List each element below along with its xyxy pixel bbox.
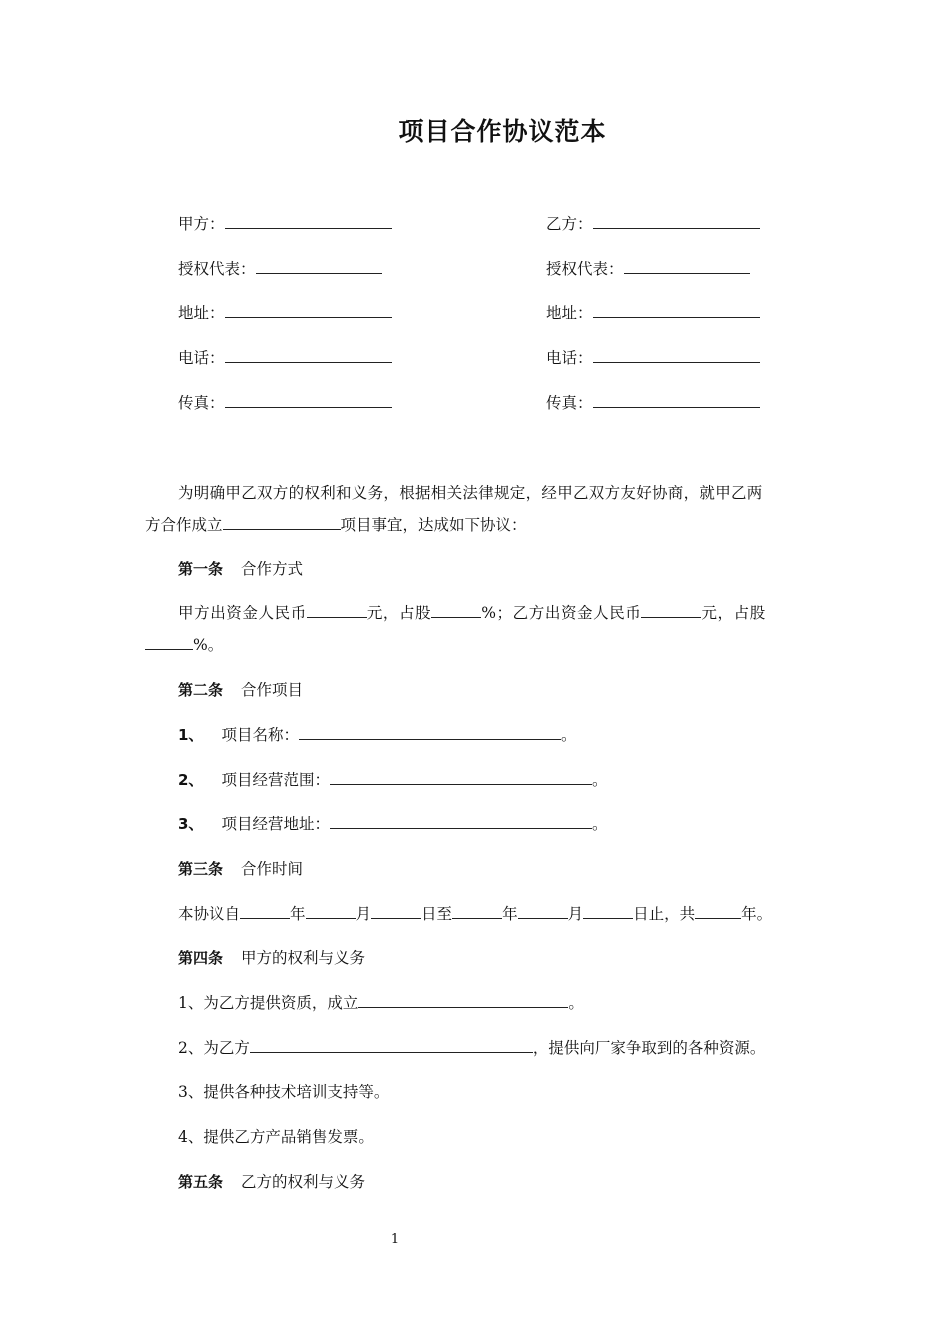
item-label: 项目经营地址： [221, 815, 330, 833]
party-a-share-blank [431, 602, 481, 618]
start-month-blank [306, 903, 356, 919]
article-1-line-1 [178, 602, 766, 624]
party-a-rep-field [178, 258, 382, 280]
party-a-phone-blank [225, 347, 392, 363]
period-text: 日至 [421, 905, 453, 923]
item-number: 3、 [178, 815, 204, 833]
party-b-amount-blank [641, 602, 701, 618]
article-4-heading [178, 947, 365, 969]
party-a-blank [225, 213, 392, 229]
project-title-blank [299, 724, 561, 740]
article-2-item-2 [178, 769, 607, 791]
party-a-phone-label: 电话： [178, 349, 225, 367]
item-end: 。 [560, 726, 577, 744]
article-4-item-4: 4、提供乙方产品销售发票。 [178, 1128, 374, 1146]
party-a-address-blank [225, 302, 392, 318]
article-2-title: 合作项目 [241, 681, 304, 699]
provision-blank [250, 1037, 533, 1053]
party-b-rep-blank [624, 258, 750, 274]
item-end: 。 [591, 815, 608, 833]
period-text: 年 [502, 905, 518, 923]
item-end: 。 [568, 994, 584, 1012]
party-a-phone-field [178, 347, 392, 369]
article-2-number: 第二条 [178, 681, 224, 699]
article-2-item-3 [178, 813, 607, 835]
party-a-fax-field [178, 392, 392, 414]
party-a-field [178, 213, 392, 235]
item-label: 项目名称： [221, 726, 299, 744]
end-year-blank [452, 903, 502, 919]
item-text: ，提供向厂家争取到的各种资源。 [532, 1039, 766, 1057]
qualification-blank [358, 992, 568, 1008]
article-1-title: 合作方式 [241, 560, 304, 578]
end-month-blank [518, 903, 568, 919]
article-3-title: 合作时间 [241, 860, 304, 878]
art1-text-5: %。 [193, 636, 224, 654]
party-b-field [546, 213, 760, 235]
article-4-title: 甲方的权利与义务 [241, 949, 366, 967]
item-text: 2、为乙方 [178, 1039, 250, 1057]
start-year-blank [240, 903, 290, 919]
party-a-amount-blank [307, 602, 367, 618]
art1-text-1: 甲方出资金人民币 [178, 604, 307, 622]
party-a-address-label: 地址： [178, 304, 225, 322]
article-5-heading [178, 1171, 365, 1193]
item-text: 1、为乙方提供资质，成立 [178, 994, 359, 1012]
party-a-fax-label: 传真： [178, 394, 225, 412]
party-b-address-field [546, 302, 760, 324]
period-text: 月 [355, 905, 372, 923]
party-b-rep-label: 授权代表： [546, 260, 624, 278]
period-text: 月 [567, 905, 584, 923]
party-b-phone-blank [593, 347, 760, 363]
intro-text-b: 项目事宜，达成如下协议： [340, 516, 527, 534]
art1-text-2: 元，占股 [366, 604, 432, 622]
article-2-item-1 [178, 724, 576, 746]
art1-text-3: %；乙方出资金人民币 [481, 604, 642, 622]
party-a-label: 甲方： [178, 215, 225, 233]
party-a-address-field [178, 302, 392, 324]
article-4-item-2 [178, 1037, 765, 1059]
article-5-number: 第五条 [178, 1173, 224, 1191]
art1-text-4: 元，占股 [701, 604, 766, 622]
period-text: 年。 [741, 905, 773, 923]
article-4-item-1 [178, 992, 584, 1014]
intro-line-2 [145, 514, 527, 536]
period-text: 日止，共 [633, 905, 696, 923]
party-b-fax-blank [593, 392, 760, 408]
article-3-period [178, 903, 772, 925]
intro-text-a: 方合作成立 [145, 516, 223, 534]
party-b-address-label: 地址： [546, 304, 593, 322]
party-b-rep-field [546, 258, 750, 280]
period-text: 年 [290, 905, 306, 923]
article-4-number: 第四条 [178, 949, 224, 967]
party-b-blank [593, 213, 760, 229]
page-number: 1 [390, 1232, 400, 1247]
business-address-blank [330, 813, 592, 829]
article-2-heading [178, 679, 303, 701]
item-label: 项目经营范围： [221, 771, 330, 789]
party-b-fax-field [546, 392, 760, 414]
item-end: 。 [591, 771, 608, 789]
article-3-heading [178, 858, 303, 880]
start-day-blank [371, 903, 421, 919]
party-b-share-blank [145, 634, 193, 650]
total-years-blank [695, 903, 741, 919]
article-3-number: 第三条 [178, 860, 224, 878]
article-1-line-2 [145, 634, 223, 656]
party-b-phone-field [546, 347, 760, 369]
party-a-fax-blank [225, 392, 392, 408]
item-number: 2、 [178, 771, 204, 789]
period-text: 本协议自 [178, 905, 241, 923]
end-day-blank [583, 903, 633, 919]
business-scope-blank [330, 769, 592, 785]
article-5-title: 乙方的权利与义务 [241, 1173, 366, 1191]
party-a-rep-blank [256, 258, 382, 274]
intro-line-1: 为明确甲乙双方的权利和义务，根据相关法律规定，经甲乙双方友好协商，就甲乙两 [178, 484, 763, 502]
party-a-rep-label: 授权代表： [178, 260, 256, 278]
item-number: 1、 [178, 726, 204, 744]
party-b-label: 乙方： [546, 215, 593, 233]
document-title: 项目合作协议范本 [398, 117, 607, 146]
article-1-number: 第一条 [178, 560, 224, 578]
article-4-item-3: 3、提供各种技术培训支持等。 [178, 1083, 390, 1101]
party-b-phone-label: 电话： [546, 349, 593, 367]
party-b-fax-label: 传真： [546, 394, 593, 412]
project-name-blank [223, 514, 341, 530]
party-b-address-blank [593, 302, 760, 318]
article-1-heading [178, 558, 303, 580]
